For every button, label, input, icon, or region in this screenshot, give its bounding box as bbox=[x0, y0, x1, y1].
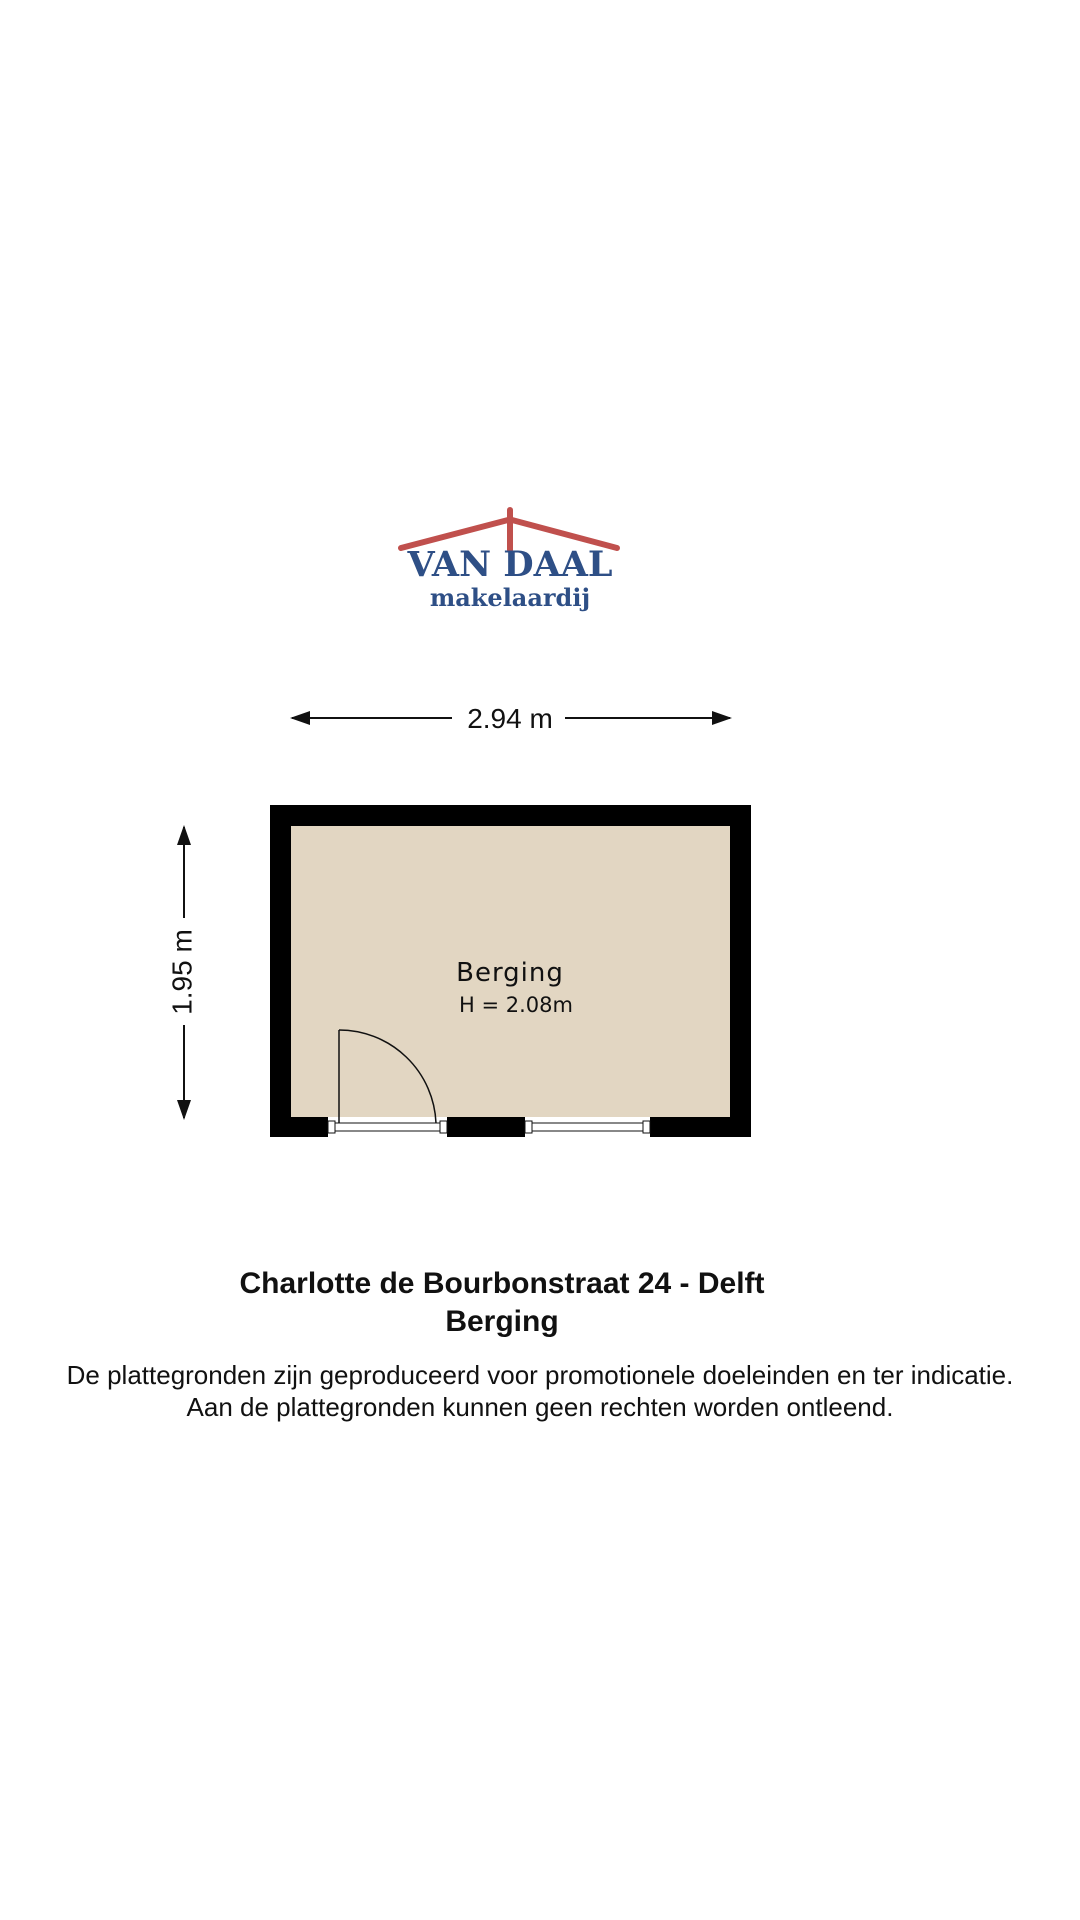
logo-subtitle: makelaardij bbox=[429, 583, 591, 612]
width-dimension bbox=[292, 703, 730, 734]
room-height: H = 2.08m bbox=[459, 993, 573, 1017]
depth-dimension-label: 1.95 m bbox=[166, 929, 198, 1015]
window-opening bbox=[525, 1117, 650, 1137]
depth-dimension bbox=[166, 827, 197, 1118]
logo-name: VAN DAAL bbox=[407, 544, 613, 585]
disclaimer-line-2: Aan de plattegronden kunnen geen rechten worden ontleend. bbox=[186, 1392, 894, 1422]
room-berging bbox=[270, 805, 751, 1137]
floor-name-title: Berging bbox=[445, 1305, 559, 1338]
room-name: Berging bbox=[456, 958, 564, 988]
address-title: Charlotte de Bourbonstraat 24 - Delft bbox=[239, 1267, 765, 1300]
disclaimer-line-1: De plattegronden zijn geproduceerd voor promotionele doeleinden en ter indicatie. bbox=[66, 1360, 1014, 1390]
van-daal-logo bbox=[401, 510, 617, 612]
width-dimension-label: 2.94 m bbox=[467, 703, 553, 734]
